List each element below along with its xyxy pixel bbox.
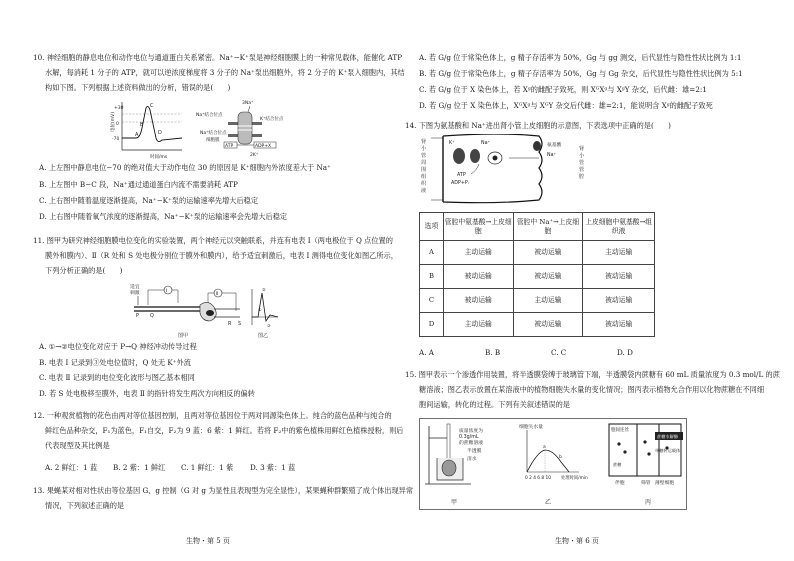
q11-option-a[interactable]: A. ①→②电位变化对应于 P→Q 神经冲动传导过程 xyxy=(39,342,197,351)
na-k-pump-diagram xyxy=(196,100,284,158)
svg-text:小: 小 xyxy=(421,146,427,152)
q14-left-side-label xyxy=(421,137,427,194)
q11-meter-2: Ⅱ xyxy=(216,292,219,297)
q10-option-b[interactable]: B. 上左图中 B−C 段，Na⁺通过通道蛋白内流不需要消耗 ATP xyxy=(39,180,238,189)
q15-bing-1: 胞间连丝 xyxy=(611,428,629,433)
q11-caption-a: 图甲 xyxy=(178,333,189,339)
q15-jia-label-2: 0.3g/mL xyxy=(459,435,479,440)
q14-amino: 氨基酸 xyxy=(547,143,562,148)
q10-label-a: A xyxy=(135,132,139,138)
table-cell: C xyxy=(420,289,444,313)
q15-caption-jia: 甲 xyxy=(451,499,458,506)
q12-option-a[interactable]: A. 2 鲜红：1 蓝 xyxy=(45,463,98,472)
q11-p: P xyxy=(136,314,139,319)
q15-stem-line2: 糖溶液；图乙表示放置在某溶液中的植物细胞失水量的变化情况；图丙表示植物允合作用以化物蔗糖在不同细 xyxy=(419,385,765,394)
table-cell: 被动运输 xyxy=(513,313,583,337)
svg-text:管: 管 xyxy=(579,167,585,173)
table-cell: 被动运输 xyxy=(583,265,655,289)
q12-stem-line1: 12. 一种观赏植物的花色由两对等位基因控制，且两对等位基因位于两对同源染色体上。纯合的蓝色品种与纯合的 xyxy=(33,411,392,420)
q10-label-b: B xyxy=(140,122,144,128)
q13-stem-line2: 情况，下列叙述正确的是 xyxy=(45,501,125,510)
q10-ytick-3: -70 xyxy=(112,137,120,142)
q11-stim2: 刺激 xyxy=(130,291,140,296)
svg-text:织: 织 xyxy=(421,181,427,187)
q15-yi-ylabel: 细胞失水量 xyxy=(519,425,543,430)
q10-label-d: D xyxy=(158,130,162,136)
table-cell: 被动运输 xyxy=(443,265,513,289)
q14-na-top: Na⁺ xyxy=(481,141,491,146)
q15-jia-label-1: 质量浓度为 xyxy=(459,429,483,434)
svg-text:周: 周 xyxy=(421,160,427,166)
table-cell: A xyxy=(420,241,444,265)
q12-option-d[interactable]: D. 3 紫：1 蓝 xyxy=(250,463,296,472)
svg-text:管: 管 xyxy=(579,160,585,166)
q15-bing-2: 蔗糖水解酶 xyxy=(657,434,678,439)
q12-option-c[interactable]: C. 1 鲜红：1 紫 xyxy=(181,463,234,472)
table-cell: D xyxy=(420,313,444,337)
q15-bing-6: 薄壁细胞 xyxy=(655,481,675,486)
svg-text:围: 围 xyxy=(421,167,427,173)
q14-header-option: 选项 xyxy=(420,213,444,241)
q15-yi-xticks: 0 2 4 6 8 10 xyxy=(525,476,551,481)
q15-stem-line1: 15. 图甲表示一个渗透作用装置，将半透膜袋缚于玻璃管下端，半透膜袋内蔗糖有 60 mL 质量浓度为 0.3 mol/L 的蔗 xyxy=(405,370,780,379)
table-cell: 主动运输 xyxy=(443,241,513,265)
q10-atp: ATP xyxy=(225,144,234,149)
table-cell: 主动运输 xyxy=(513,289,583,313)
q14-table-header xyxy=(420,213,655,241)
q10-option-a[interactable]: A. 上左图中静息电位−70 的绝对值大于动作电位 30 的原因是 K⁺细胞内外浓度差大于 Na⁺ xyxy=(39,163,331,172)
q11-caption-b: 图乙 xyxy=(258,333,269,339)
table-cell: 被动运输 xyxy=(583,289,655,313)
q15-bing-7: 蔗糖 xyxy=(613,462,622,467)
q10-na-site-inside: Na⁺结合位点 xyxy=(200,131,227,136)
right-footer: 生物・第 6 页 xyxy=(555,537,599,545)
q14-right-side-label xyxy=(579,144,585,180)
q10-k-site: K⁺结合位点 xyxy=(260,117,284,122)
q15-jia-label-4: 半透膜 xyxy=(467,449,482,454)
table-cell: 被动运输 xyxy=(583,313,655,337)
q14-stem: 14. 下图为氨基酸和 Na⁺进出肾小管上皮细胞的示意图，下表选项中正确的是( ) xyxy=(405,121,671,130)
q15-bing-3: 单糖转运载体 xyxy=(655,448,681,453)
q11-q: Q xyxy=(150,314,154,319)
table-cell: 主动运输 xyxy=(443,313,513,337)
q13-option-d[interactable]: D. 若 G/g 位于 X 染色体上，XᴳXᵍ与 XᴳY 杂交后代雌：雄=2:1，能说明含 Xᵍ的雌配子致死 xyxy=(419,101,713,110)
q14-option-c[interactable]: C. C xyxy=(551,348,567,357)
svg-text:组: 组 xyxy=(421,174,427,180)
q10-membrane: 细胞膜 xyxy=(206,138,220,143)
q10-xlabel: 时间/ms xyxy=(150,155,168,160)
q10-stem-line1: 10. 神经细胞的静息电位和动作电位与通道蛋白关系紧密。Na⁺−K⁺泵是神经细胞膜上的一种常见载体，能催化 ATP xyxy=(33,53,403,62)
svg-text:肾: 肾 xyxy=(579,146,585,152)
q15-bing-4: 伴胞 xyxy=(615,481,625,486)
q13-option-b[interactable]: B. 若 G/g 位于常染色体上，g 精子存活率为 50%，Gg 与 Gg 杂交，后代显性与隐性性状比例为 5:1 xyxy=(419,69,743,78)
q14-header-col2: 管腔中 Na⁺→上皮细胞 xyxy=(513,213,583,241)
q15-yi-a: a xyxy=(543,445,546,450)
q10-ylabel: 电位(mV) xyxy=(111,112,116,132)
q15-yi-xlabel: 处理时间/min xyxy=(561,476,588,481)
left-footer: 生物・第 5 页 xyxy=(186,537,230,545)
q11-stem-line3: 下列分析正确的是( ) xyxy=(45,266,123,275)
q10-bottom-k: 2K⁺ xyxy=(250,153,259,158)
q15-figure xyxy=(419,418,687,510)
svg-text:肾: 肾 xyxy=(421,139,427,145)
svg-text:液: 液 xyxy=(421,188,427,194)
q15-stem-line3: 胞间运输，转化的过程。下列有关叙述错误的是 xyxy=(419,400,570,409)
q12-option-b[interactable]: B. 2 紫：1 鲜红 xyxy=(113,463,166,472)
q10-option-c[interactable]: C. 上右图中随着温度逐渐提高，Na⁺−K⁺泵的运输速率先增大后稳定 xyxy=(39,196,259,205)
q14-header-col1: 管腔中氨基酸→上皮细胞 xyxy=(443,213,513,241)
q11-r: R xyxy=(228,322,232,327)
q11-n3: ③ xyxy=(267,323,271,328)
q10-ytick-1: +30 xyxy=(114,106,124,111)
table-row xyxy=(420,289,655,313)
svg-text:小: 小 xyxy=(579,153,585,159)
q11-stem-line2: 膜外和膜内）、Ⅱ（R 处和 S 处电极分别位于膜外和膜内），给予适宜刺激后，电表 Ⅰ 测得电位变化如图乙所示， xyxy=(45,251,398,260)
table-row xyxy=(420,241,655,265)
q10-stem-line2: 水解，每消耗 1 分子的 ATP，就可以逆浓度梯度将 3 分子的 Na⁺泵出细胞外，将 2 分子的 K⁺泵入细胞内，其结 xyxy=(45,68,405,77)
q10-na-site: Na⁺结合位点 xyxy=(196,113,223,118)
table-cell: 主动运输 xyxy=(583,241,655,265)
right-page xyxy=(397,0,794,561)
q14-option-d[interactable]: D. D xyxy=(617,348,633,357)
q11-n2: ② xyxy=(262,287,266,292)
q15-caption-yi: 乙 xyxy=(545,499,552,506)
q10-figure xyxy=(110,98,300,160)
q15-water-loss-graph xyxy=(519,423,588,506)
q11-potential-graph xyxy=(252,287,278,339)
svg-text:腔: 腔 xyxy=(579,174,585,180)
q15-jia-label-3: 的蔗糖溶液 xyxy=(459,441,483,446)
q10-option-d[interactable]: D. 上右图中随着氧气浓度的逐渐提高，Na⁺−K⁺泵的运输速率会先增大后稳定 xyxy=(39,212,288,221)
q11-s: S xyxy=(238,322,242,327)
q11-apparatus xyxy=(130,283,241,339)
q13-stem-line1: 13. 果蝇某对相对性状由等位基因 G、g 控制（G 对 g 为显性且表现型为完全显性），某果蝇种群繁殖了成个体出现异常 xyxy=(33,486,414,495)
q15-sucrose-transport xyxy=(609,424,683,506)
q11-n1: ① xyxy=(258,307,262,312)
q11-option-d[interactable]: D. 若 S 处电极移至膜外，电表 Ⅱ 的指针将发生两次方向相反的偏转 xyxy=(39,389,255,398)
svg-text:管: 管 xyxy=(421,153,427,159)
q10-ytick-2: 0 xyxy=(116,122,119,127)
q10-stem-line3: 构如下图。下列根据上述资料做出的分析，错误的是( ) xyxy=(45,83,231,92)
q14-atp: ATP xyxy=(457,173,466,178)
q15-caption-bing: 丙 xyxy=(645,499,652,506)
q11-meter-1: Ⅰ xyxy=(166,289,168,294)
q13-option-a[interactable]: A. 若 G/g 位于常染色体上，g 精子存活率为 50%，Gg 与 gg 测交，后代显性与隐性性状比例为 1:1 xyxy=(419,53,742,62)
q14-header-col3: 上皮细胞中氨基酸→组织液 xyxy=(583,213,655,241)
q15-jia-label-5: 清水 xyxy=(467,457,477,462)
q14-na-right: Na⁺ xyxy=(547,153,557,158)
q15-bing-5: 筛管 xyxy=(641,481,651,486)
q11-option-b[interactable]: B. 电表 Ⅰ 记录到③处电位值时，Q 处无 K⁺外流 xyxy=(39,358,191,367)
q10-adp: ADP+X xyxy=(255,144,272,149)
q11-option-c[interactable]: C. 电表 Ⅱ 记录到的电位变化波形与图乙基本相同 xyxy=(39,373,195,382)
table-cell: 被动运输 xyxy=(513,241,583,265)
q11-stem-line1: 11. 图甲为研究神经细胞膜电位变化的实验装置，两个神经元以突触联系，并连有电表 Ⅰ（两电极位于 Q 点位置的 xyxy=(33,236,393,245)
table-cell: 被动运输 xyxy=(513,265,583,289)
q13-option-c[interactable]: C. 若 G/g 位于 X 染色体上，若 Xᵍ的雌配子致死，则 XᴳXᵍ与 XᵍY 杂交，后代雌：雄=2:1 xyxy=(419,85,707,94)
q14-option-a[interactable]: A. A xyxy=(419,348,434,357)
q11-stim: 适宜 xyxy=(130,285,140,290)
table-row xyxy=(420,313,655,337)
action-potential-graph xyxy=(110,102,182,160)
q14-adp: ADP+Pᵢ xyxy=(451,181,469,186)
q15-osmosis-apparatus xyxy=(425,424,483,506)
q15-yi-b: b xyxy=(559,455,562,460)
q14-option-b[interactable]: B. B xyxy=(485,348,501,357)
q14-k: K⁺ xyxy=(449,141,455,146)
table-cell: 被动运输 xyxy=(443,289,513,313)
table-cell: B xyxy=(420,265,444,289)
q11-figure xyxy=(128,281,288,339)
q14-options-table xyxy=(419,212,655,337)
q12-stem-line2: 鲜红色品种杂交，F₁为蓝色，F₁自交，F₂为 9 蓝：6 紫：1 鲜红。若将 F₂中的紫色植株用鲜红色植株授粉，则后 xyxy=(45,426,404,435)
table-row xyxy=(420,265,655,289)
q12-stem-line3: 代表现型及其比例是 xyxy=(45,441,110,450)
q10-label-c: C xyxy=(150,103,154,109)
q10-top-na: 3Na⁺ xyxy=(242,101,254,106)
q14-figure xyxy=(419,134,609,206)
